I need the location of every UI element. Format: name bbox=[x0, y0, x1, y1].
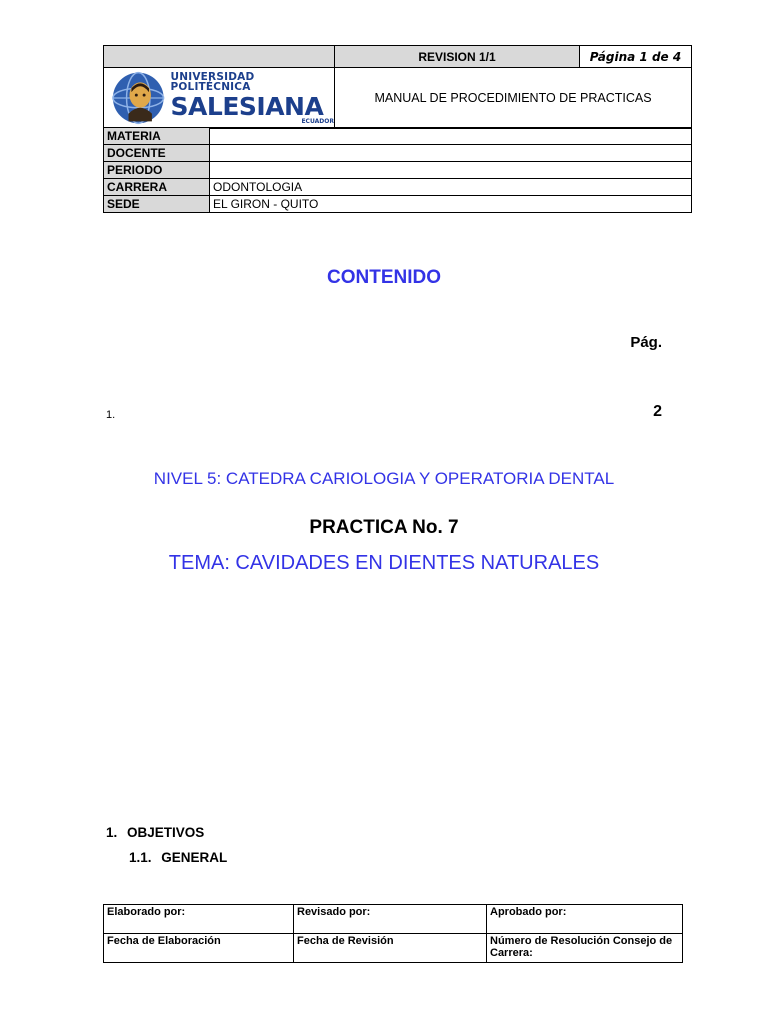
university-logo bbox=[104, 68, 334, 128]
general-label: GENERAL bbox=[161, 850, 228, 865]
tema-heading: TEMA: CAVIDADES EN DIENTES NATURALES bbox=[168, 552, 600, 574]
info-value: ODONTOLOGIA bbox=[210, 179, 692, 196]
elaborado-cell: Elaborado por: bbox=[104, 905, 294, 934]
contents-item-number: 1. bbox=[106, 409, 116, 421]
info-row-periodo bbox=[104, 162, 692, 179]
document-header bbox=[103, 45, 692, 129]
manual-title: MANUAL DE PROCEDIMIENTO DE PRACTICAS bbox=[335, 68, 692, 129]
course-info-table bbox=[103, 127, 692, 213]
logo-name-line: SALESIANA bbox=[170, 91, 324, 121]
header-blank-cell bbox=[104, 46, 335, 68]
objetivos-number: 1. bbox=[106, 825, 118, 840]
aprobado-cell: Aprobado por: bbox=[487, 905, 683, 934]
objetivos-label: OBJETIVOS bbox=[127, 825, 205, 840]
fecha-elaboracion-cell: Fecha de Elaboración bbox=[104, 934, 294, 963]
info-row-sede bbox=[104, 196, 692, 213]
revisado-cell: Revisado por: bbox=[294, 905, 487, 934]
logo-university-line: UNIVERSIDAD POLITÉCNICA bbox=[170, 70, 255, 93]
page-indicator: Página 1 de 4 bbox=[580, 46, 692, 68]
info-row-materia bbox=[104, 128, 692, 145]
resolucion-cell: Número de Resolución Consejo de Carrera: bbox=[487, 934, 683, 963]
fecha-revision-cell: Fecha de Revisión bbox=[294, 934, 487, 963]
general-subheading bbox=[129, 850, 227, 865]
info-label: PERIODO bbox=[104, 162, 210, 179]
logo-country-line: ECUADOR bbox=[301, 117, 334, 125]
practica-heading: PRACTICA No. 7 bbox=[309, 517, 459, 538]
info-value bbox=[210, 128, 692, 145]
info-label: MATERIA bbox=[104, 128, 210, 145]
info-value bbox=[210, 145, 692, 162]
info-label: CARRERA bbox=[104, 179, 210, 196]
info-label: SEDE bbox=[104, 196, 210, 213]
info-row-carrera bbox=[104, 179, 692, 196]
contents-title: CONTENIDO bbox=[327, 267, 441, 288]
info-row-docente bbox=[104, 145, 692, 162]
info-value: EL GIRON - QUITO bbox=[210, 196, 692, 213]
page-column-label: Pág. bbox=[630, 334, 662, 351]
nivel-heading: NIVEL 5: CATEDRA CARIOLOGIA Y OPERATORIA DENTAL bbox=[153, 469, 615, 488]
objetivos-heading bbox=[106, 825, 204, 840]
revision-label: REVISION 1/1 bbox=[335, 46, 580, 68]
contents-item-page: 2 bbox=[653, 403, 662, 420]
info-label: DOCENTE bbox=[104, 145, 210, 162]
approval-footer-table bbox=[103, 904, 683, 963]
info-value bbox=[210, 162, 692, 179]
logo-cell bbox=[104, 68, 335, 129]
general-number: 1.1. bbox=[129, 850, 152, 865]
globe-portrait-icon bbox=[110, 70, 167, 126]
